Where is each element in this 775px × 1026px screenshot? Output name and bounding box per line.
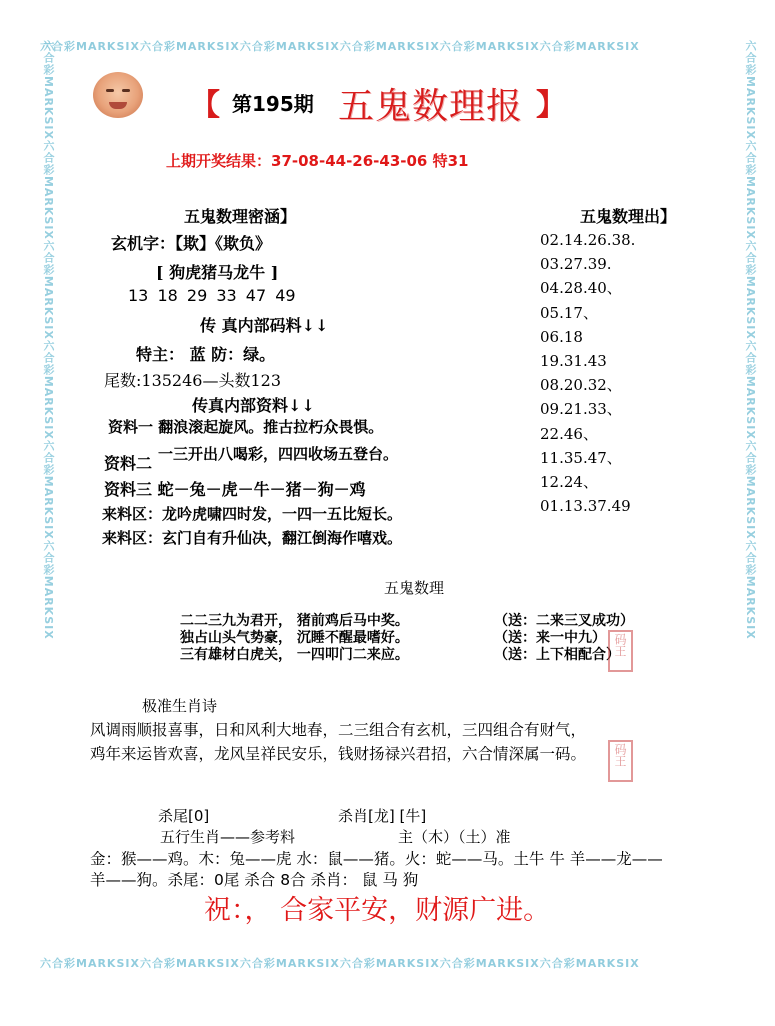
fax-code-label: 传 真内部码料↓↓ — [200, 316, 329, 335]
info-1: 资料一 翻浪滚起旋风。推古拉朽众畏惧。 — [108, 418, 384, 436]
poem-line-3: 三有雄材白虎关， 一四叩门二来应。 — [180, 647, 409, 663]
number-group-row: 04.28.40、 — [540, 279, 622, 298]
number-group-row: 19.31.43 — [540, 352, 607, 371]
poem-line-2: 独占山头气势豪， 沉睡不醒最嗜好。 — [180, 630, 409, 646]
number-group-row: 03.27.39. — [540, 255, 612, 274]
main-elements: 主（木）（土）准 — [398, 828, 511, 846]
zodiac-list: [ 狗虎猪马龙牛 ] — [156, 263, 279, 282]
poem-gift-1: （送：二来三叉成功） — [494, 613, 634, 629]
number-group-row: 11.35.47、 — [540, 448, 622, 467]
watermark-top: 六合彩MARKSIX六合彩MARKSIX六合彩MARKSIX六合彩MARKSIX六合彩MARKSIX六合彩MARKSIX — [40, 40, 640, 53]
watermark-right: 六合彩MARKSIX六合彩MARKSIX六合彩MARKSIX六合彩MARKSIX六合彩MARKSIX六合彩MARKSIX — [744, 40, 757, 640]
number-group-row: 01.13.37.49 — [540, 497, 631, 516]
number-group-row: 05.17、 — [540, 303, 598, 322]
xuanji-line: 玄机字：【欺】《欺负》 — [111, 234, 272, 253]
elements-line-1: 金：猴——鸡。木：兔——虎 水：鼠——猪。火：蛇——马。土牛 牛 羊——龙—— — [90, 850, 663, 868]
poem-line-1: 二二三九为君开， 猪前鸡后马中奖。 — [180, 613, 409, 629]
last-draw-result: 上期开奖结果：37-08-44-26-43-06 特31 — [166, 152, 469, 170]
left-heading: 五鬼数理密涵】 — [184, 207, 297, 226]
five-elements-heading: 五行生肖——参考料 — [160, 828, 296, 846]
kill-tail: 杀尾[0] — [158, 807, 210, 825]
special-color-line: 特主： 蓝 防：绿。 — [136, 345, 276, 364]
number-group-row: 02.14.26.38. — [540, 231, 636, 249]
number-group-row: 09.21.33、 — [540, 400, 622, 419]
issue-number: 第195期 — [232, 92, 314, 116]
kill-zodiac: 杀肖[龙] [牛] — [338, 807, 427, 825]
number-group-row: 12.24、 — [540, 473, 598, 492]
incoming-2: 来料区：玄门自有升仙决，翻江倒海作嘻戏。 — [102, 529, 403, 547]
info-2-label: 资料二 — [104, 454, 153, 473]
bracket-left: 【 — [190, 88, 220, 123]
poem-gift-3: （送：上下相配合） — [494, 647, 620, 663]
number-groups — [540, 228, 635, 518]
watermark-bottom: 六合彩MARKSIX六合彩MARKSIX六合彩MARKSIX六合彩MARKSIX六合彩MARKSIX六合彩MARKSIX — [40, 957, 640, 970]
number-group-row: 06.18 — [540, 327, 583, 346]
stamp-seal: 码王 — [608, 740, 633, 782]
page-header — [190, 80, 220, 124]
right-heading: 五鬼数理出】 — [580, 207, 677, 226]
avatar — [93, 72, 143, 118]
info-2-text: 一三开出八喝彩，四四收场五登台。 — [158, 445, 399, 463]
zodiac-poem-line-1: 风调雨顺报喜事，日和风利大地春，二三组合有玄机，三四组合有财气， — [90, 721, 587, 739]
stamp-seal: 码王 — [608, 630, 633, 672]
watermark-left: 六合彩MARKSIX六合彩MARKSIX六合彩MARKSIX六合彩MARKSIX六合彩MARKSIX六合彩MARKSIX — [42, 40, 55, 640]
poem-heading: 五鬼数理 — [384, 579, 445, 597]
info-3: 资料三 蛇－兔－虎－牛－猪－狗－鸡 — [104, 480, 366, 499]
blessing: 祝：， 合家平安，财源广进。 — [204, 895, 551, 926]
fax-info-label: 传真内部资料↓↓ — [192, 396, 315, 415]
bracket-right: 】 — [536, 88, 566, 123]
zodiac-poem-line-2: 鸡年来运皆欢喜，龙风呈祥民安乐，钱财扬禄兴君招，六合情深属一码。 — [90, 745, 587, 763]
zodiac-poem-heading: 极准生肖诗 — [142, 697, 218, 715]
number-group-row: 22.46、 — [540, 424, 598, 443]
poem-gift-2: （送：来一中九） — [494, 630, 606, 646]
number-group-row: 08.20.32、 — [540, 376, 622, 395]
tail-head-numbers: 尾数:135246—头数123 — [104, 371, 282, 390]
elements-line-2: 羊——狗。杀尾：0尾 杀合 8合 杀肖： 鼠 马 狗 — [90, 871, 419, 889]
number-list: 13 18 29 33 47 49 — [128, 286, 296, 305]
incoming-1: 来料区：龙吟虎啸四时发，一四一五比短长。 — [102, 505, 403, 523]
page-title: 五鬼数理报 — [338, 86, 524, 127]
